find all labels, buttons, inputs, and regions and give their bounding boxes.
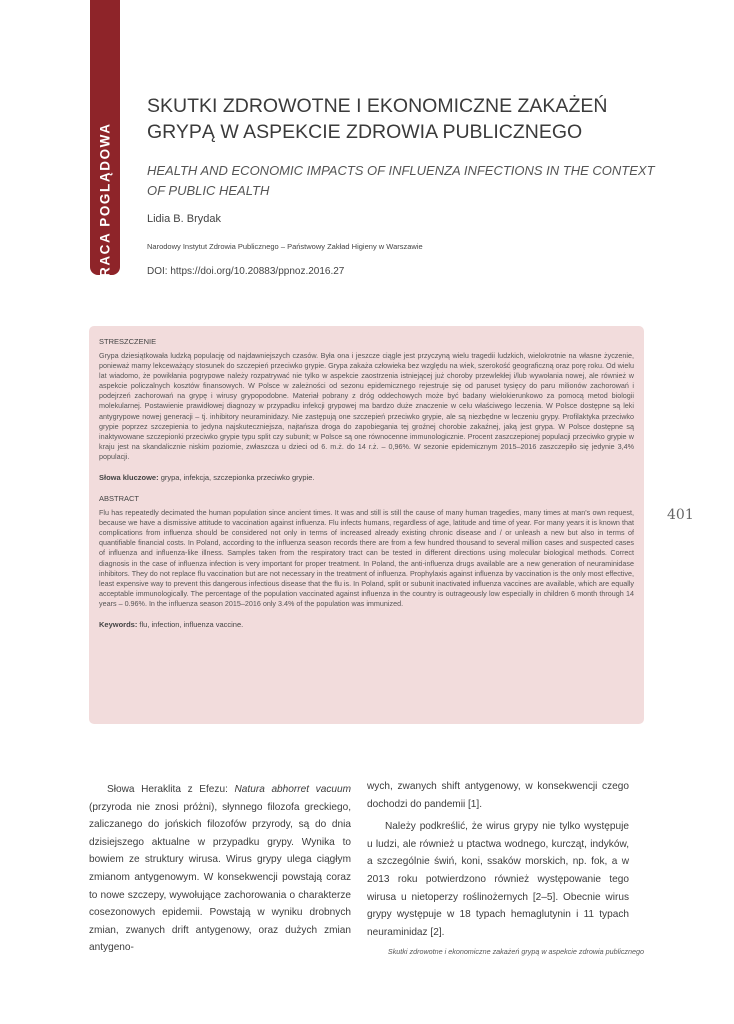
doi-link[interactable]: DOI: https://doi.org/10.20883/ppnoz.2016.27 — [147, 266, 345, 277]
english-keywords-label: Keywords: — [99, 619, 138, 629]
body-continuation: (przyroda nie znosi próżni), słynnego filozofa greckiego, zaliczanego do jońskich filozofów przyrody, są do dnia dzisiejszego aktualne w przypadku grypy. Wynika to bowiem ze struktury wirusa. Wirus grypy ulega ciągłym zmianom antygenowym. W konsekwencji powstają coraz to nowe szczepy, wywołujące zachorowania o charakterze cosezonowych epidemii. Powstają w wyniku drobnych zmian, zwanych drift antygenowy, oraz dużych zmian antygeno- — [89, 801, 351, 954]
body-paragraph — [89, 781, 351, 957]
body-column-right — [367, 778, 629, 941]
streszczenie-heading: STRESZCZENIE — [99, 337, 157, 346]
page-number: 401 — [667, 507, 694, 523]
polish-keywords-values: grypa, infekcja, szczepionka przeciwko grypie. — [158, 473, 315, 483]
polish-keywords — [99, 473, 634, 482]
abstract-box — [89, 326, 644, 724]
abstract-text: Flu has repeatedly decimated the human population since ancient times. It was and still is still the cause of many human tragedies, many times at man's own request, because we have a dismissive attitude to vaccination against influenza. Flu infects humans, regardless of age, latitude and time of year. For many years it is known that complications from influenza should be considered not only in terms of increased already existing chronic disease and / or unleash a new but also in terms of quantifiable financial costs. In Poland, according to the influenza season records there are from a few hundred thousand to several million cases and suspected cases of influenza and influenza-like illness. Samples taken from the respiratory tract can be tested in different directions using molecular biological methods. Correct diagnosis in the case of influenza infection is very important for proper treatment. In Poland, the anti-influenza drugs available are a new generation of neuraminidase inhibitors. They do not replace flu vaccination but are not necessary in the treatment of influenza. Prophylaxis against influenza by vaccination is the only most effective, least expensive way to prevent this dangerous infectious disease that the flu is. In Poland, split or subunit inactivated influenza vaccines are available, which are equally acceptable immunologically. The percentage of the population vaccinated against influenza in the country is outrageously low especially in children 6 month through 14 years – 0.96%. In the influenza season 2015–2016 only 3.4% of the population was immunized. — [99, 508, 634, 608]
body-paragraph: Należy podkreślić, że wirus grypy nie tylko występuje u ludzi, ale również u ptactwa wodnego, kurcząt, indyków, a szczególnie świń, koni, ssaków morskich, np. fok, a w 2013 roku potwierdzono również występowanie tego wirusa u nietoperzy roślinożernych [2–5]. Obecnie wirus grypy występuje w 18 typach hemaglutynin i 11 typach neuraminidaz [2]. — [367, 821, 629, 938]
body-column-left — [89, 781, 351, 957]
article-type-label: PRACA POGLĄDOWA — [97, 122, 113, 288]
latin-quote: Natura abhorret vacuum — [234, 784, 352, 795]
english-keywords — [99, 620, 634, 629]
author: Lidia B. Brydak — [147, 213, 221, 225]
english-keywords-values: flu, infection, influenza vaccine. — [137, 619, 244, 629]
article-subtitle-english: HEALTH AND ECONOMIC IMPACTS OF INFLUENZA INFECTIONS IN THE CONTEXT OF PUBLIC HEALTH — [147, 163, 655, 198]
running-footer: Skutki zdrowotne i ekonomiczne zakażeń grypą w aspekcie zdrowia publicznego — [387, 947, 644, 956]
streszczenie-text: Grypa dziesiątkowała ludzką populację od najdawniejszych czasów. Była ona i jeszcze ciągle jest przyczyną wielu tragedii ludzkich, wielokrotnie na własne życzenie, ponieważ mamy lekceważący stosunek do szczepień przeciwko grypie. Grypa zakaża człowieka bez względu na wiek, szerokość geograficzną oraz porę roku. Od wielu lat wiadomo, że powikłania pogrypowe należy rozpatrywać nie tylko w aspekcie zaostrzenia istniejącej już choroby przewlekłej i/lub wywołania nowej, ale również w aspekcie policzalnych kosztów finansowych. W Polsce w zależności od sezonu epidemicznego rejestruje się od paruset tysięcy do paru milionów zachorowań i podejrzeń zachorowań na grypę i wirusy grypopodobne. Materiał pobrany z dróg oddechowych może być badany wielokierunkowo za pomocą metod biologii molekularnej. Postawienie prawidłowej diagnozy w przypadku infekcji grypowej ma bardzo duże znaczenie w celu właściwego leczenia. W Polsce dostępne są leki antygrypowe nowej generacji – tj. inhibitory neuraminidazy. Nie zastępują one szczepień przeciwko grypie, ale są niezbędne w leczeniu grypy. Profilaktyka przeciwko grypie poprzez szczepienia to jedyna najskuteczniejsza, najtańsza droga do zapobiegania tej groźnej chorobie zakaźnej, jaką jest grypa. W Polsce dostępne są inaktywowane szczepionki przeciwko grypie typu split czy subunit; w Polsce są one równocenne immunologicznie. Procent zaszczepionej populacji przeciwko grypie w kraju jest na skandalicznie niskim poziomie, zwłaszcza u dzieci od 6. m.ż. do 14 r.ż. – 0,96%. W sezonie epidemicznym 2015–2016 zaszczepiło się jedynie 3,4% populacji. — [99, 351, 634, 461]
affiliation: Narodowy Instytut Zdrowia Publicznego – Państwowy Zakład Higieny w Warszawie — [147, 242, 423, 251]
polish-keywords-label: Słowa kluczowe: — [99, 473, 159, 483]
body-paragraph-continued: wych, zwanych shift antygenowy, w konsekwencji czego dochodzi do pandemii [1]. — [367, 781, 629, 810]
article-title: SKUTKI ZDROWOTNE I EKONOMICZNE ZAKAŻEŃ GRYPĄ W ASPEKCIE ZDROWIA PUBLICZNEGO — [147, 95, 608, 143]
body-intro: Słowa Heraklita z Efezu: — [107, 784, 235, 795]
abstract-heading: ABSTRACT — [99, 494, 140, 504]
